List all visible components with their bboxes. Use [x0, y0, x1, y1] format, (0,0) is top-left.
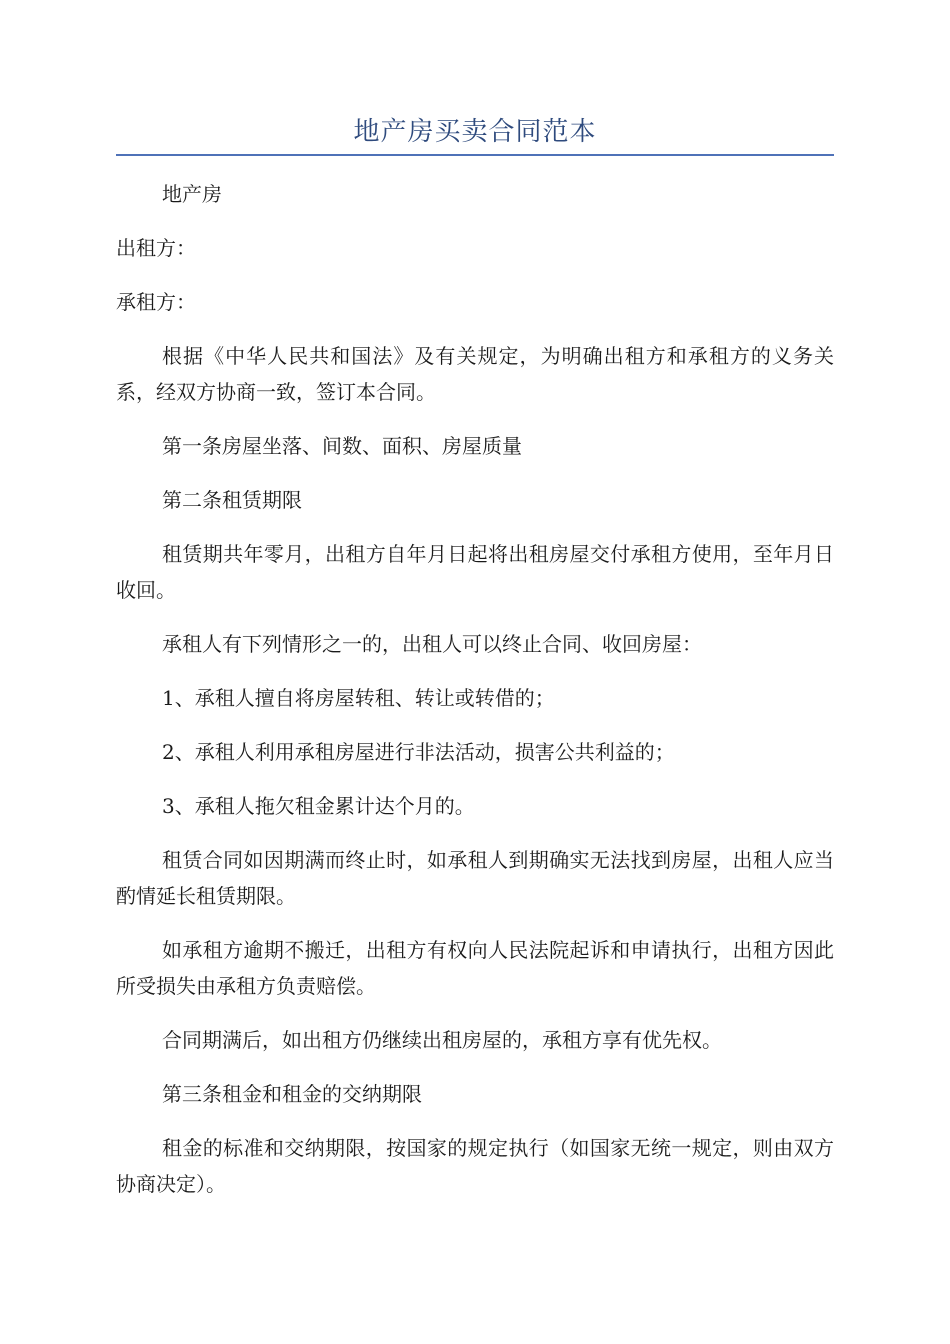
paragraph-article-1: 第一条房屋坐落、间数、面积、房屋质量 — [162, 434, 522, 458]
paragraph-overdue: 如承租方逾期不搬迁，出租方有权向人民法院起诉和申请执行，出租方因此所受损失由承租方负责赔偿。 — [116, 938, 834, 998]
list-item-2: 2、承租人利用承租房屋进行非法活动，损害公共利益的； — [162, 740, 675, 764]
paragraph-termination-conditions: 承租人有下列情形之一的，出租人可以终止合同、收回房屋： — [162, 632, 702, 656]
document-body — [116, 176, 834, 1220]
list-item-1: 1、承租人擅自将房屋转租、转让或转借的； — [162, 686, 555, 710]
paragraph-rent-standard: 租金的标准和交纳期限，按国家的规定执行（如国家无统一规定，则由双方协商决定）。 — [116, 1136, 834, 1196]
title-underline — [116, 154, 834, 156]
paragraph-preamble: 根据《中华人民共和国法》及有关规定，为明确出租方和承租方的义务关系，经双方协商一致，签订本合同。 — [116, 344, 834, 404]
paragraph-article-2: 第二条租赁期限 — [162, 488, 302, 512]
paragraph-expiry: 租赁合同如因期满而终止时，如承租人到期确实无法找到房屋，出租人应当酌情延长租赁期限。 — [116, 848, 834, 908]
paragraph-article-3: 第三条租金和租金的交纳期限 — [162, 1082, 422, 1106]
list-item-3: 3、承租人拖欠租金累计达个月的。 — [162, 794, 475, 818]
paragraph-lessee: 承租方： — [116, 290, 196, 314]
paragraph-lease-term: 租赁期共年零月，出租方自年月日起将出租房屋交付承租方使用，至年月日收回。 — [116, 542, 834, 602]
paragraph-lessor: 出租方： — [116, 236, 196, 260]
document-title: 地产房买卖合同范本 — [353, 117, 597, 147]
paragraph-priority: 合同期满后，如出租方仍继续出租房屋的，承租方享有优先权。 — [162, 1028, 722, 1052]
paragraph-heading-property: 地产房 — [162, 182, 222, 206]
